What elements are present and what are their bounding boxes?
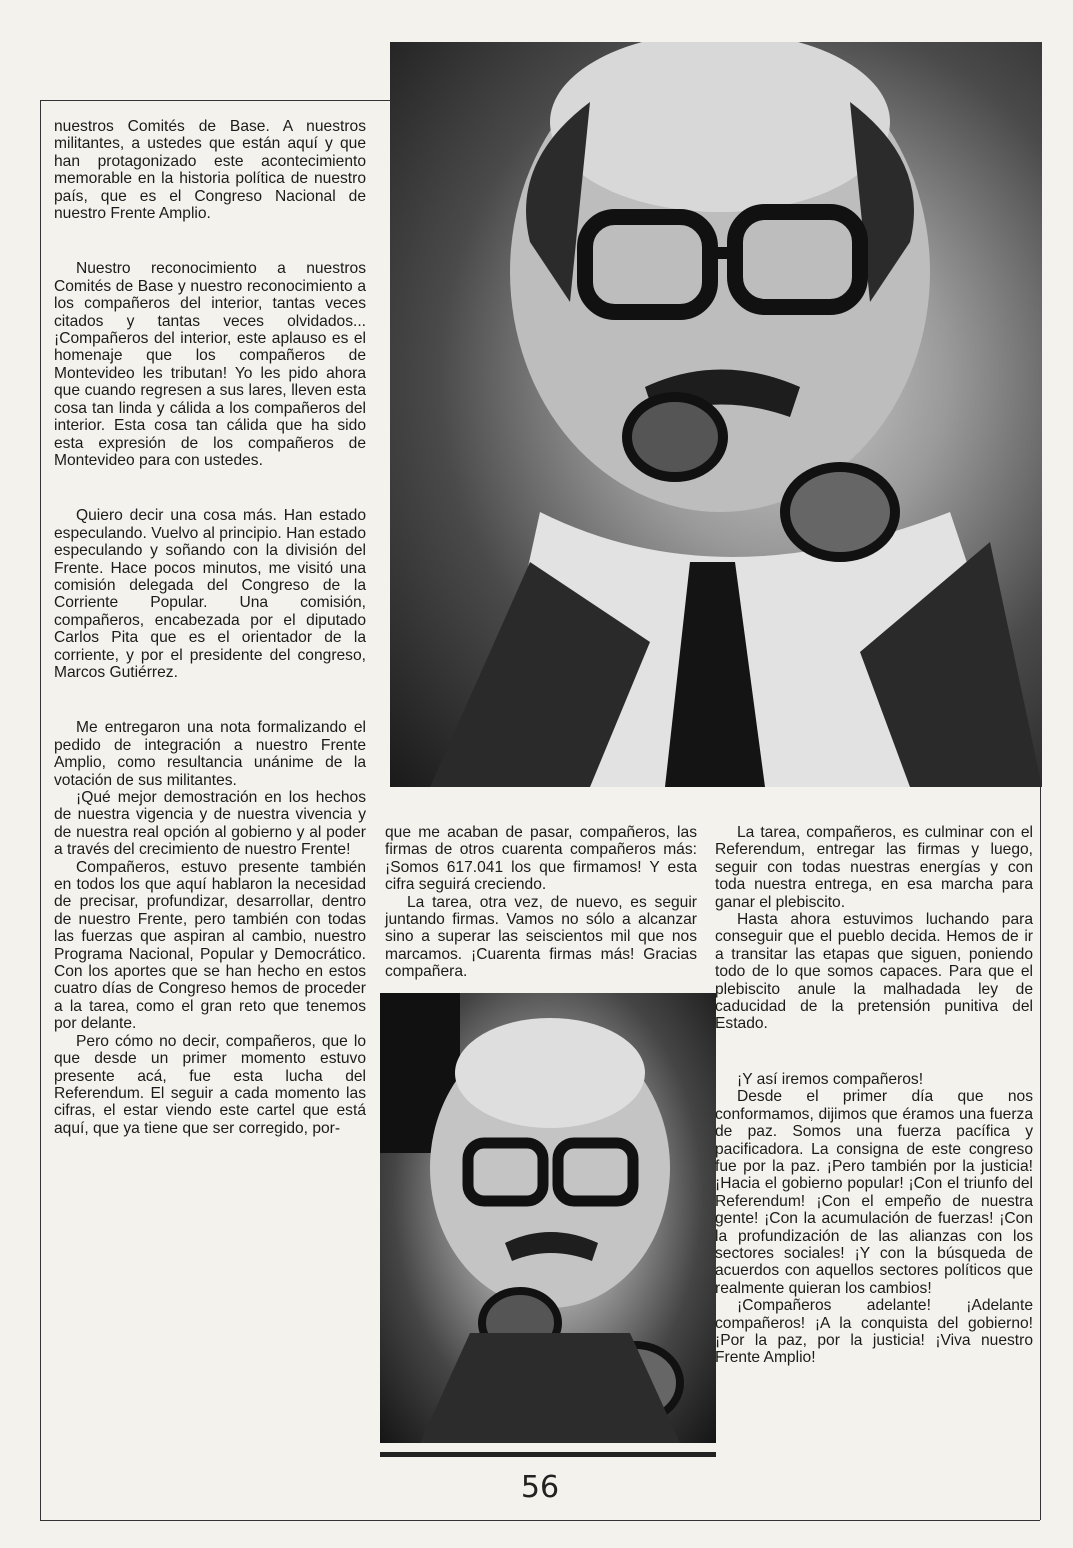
speaker-illustration-small — [380, 993, 716, 1443]
text-column-left — [54, 118, 366, 1137]
paragraph: La tarea, compañeros, es culminar con el Referendum, entregar las firmas y luego, seguir con todas nuestras energías y con toda nuestra entrega, en esa marcha para ganar el plebiscito. — [715, 824, 1033, 911]
page-number: 56 — [520, 1470, 560, 1505]
frame-left-rule — [40, 100, 41, 1520]
speaker-photo-small — [380, 993, 716, 1443]
paragraph: La tarea, otra vez, de nuevo, es seguir juntando firmas. Vamos no sólo a alcanzar sino a superar las seiscientos mil que nos marcamos. ¡Cuarenta firmas más! Gracias compañera. — [385, 893, 697, 981]
paragraph: ¡Compañeros adelante! ¡Adelante compañeros! ¡A la conquista del gobierno! ¡Por la paz, por la justicia! ¡Viva nuestro Frente Amplio! — [715, 1297, 1033, 1367]
frame-top-rule — [40, 100, 400, 101]
paragraph: Compañeros, estuvo presente también en todos los que aquí hablaron la necesidad de precisar, profundizar, desarrollar, dentro de nuestro Frente, pero también con todas las fuerzas que aspiran al cambio, nuestro Programa Nacional, Popular y Democrático. Con los aportes que se han hecho en estos cuatro días de Congreso hemos de proceder a la tarea, como el gran reto que tenemos por delante. — [54, 858, 366, 1033]
paragraph: que me acaban de pasar, compañeros, las firmas de otros cuarenta compañeros más: ¡Somos 617.041 los que firmamos! Y esta cifra seguirá creciendo. — [385, 824, 697, 894]
paragraph: Pero cómo no decir, compañeros, que lo que desde un primer momento estuvo presente acá, fue esta lucha del Referendum. El seguir a cada momento las cifras, el estar viendo este cartel que está aquí, que ya tiene que ser corregido, por- — [54, 1032, 366, 1137]
text-column-right — [715, 824, 1033, 1367]
speaker-photo-large — [390, 42, 1042, 787]
speaker-illustration-large — [390, 42, 1042, 787]
paragraph: ¡Qué mejor demostración en los hechos de nuestra vigencia y de nuestra vivencia y de nuestra real opción al gobierno y al poder a través del crecimiento de nuestro Frente! — [54, 789, 366, 859]
paragraph: Nuestro reconocimiento a nuestros Comités de Base y nuestro reconocimiento a los compañeros del interior, tantas veces citados y tantas veces olvidados... ¡Compañeros del interior, este aplauso es el homenaje que los compañeros de Montevideo les tributan! Yo les pido ahora que cuando regresen a sus lares, lleven esta cosa tan linda y cálida a los compañeros del interior. Esta cosa tan cálida que ha sido esta expresión de los compañeros de Montevideo para con ustedes. — [54, 260, 366, 469]
paragraph: nuestros Comités de Base. A nuestros militantes, a ustedes que están aquí y que han protagonizado este acontecimiento memorable en la historia política de nuestro país, que es el Congreso Nacional de nuestro Frente Amplio. — [54, 118, 366, 223]
frame-bottom-rule — [40, 1520, 1040, 1521]
paragraph: Hasta ahora estuvimos luchando para conseguir que el pueblo decida. Hemos de ir a transitar las etapas que siguen, poniendo todo de lo que somos capaces. Para que el plebiscito anule la malhadada ley de caducidad de la pretensión punitiva del Estado. — [715, 911, 1033, 1033]
text-column-middle — [385, 824, 697, 981]
footer-rule — [380, 1452, 716, 1457]
paragraph: Desde el primer día que nos conformamos, dijimos que éramos una fuerza de paz. Somos una fuerza pacífica y pacificadora. La consigna de este congreso fue por la paz. ¡Pero también por la justicia! ¡Hacia el gobierno popular! ¡Con el triunfo del Referendum! ¡Con el empeño de nuestra gente! ¡Con la acumulación de fuerzas! ¡Con la profundización de las alianzas con los sectores sociales! ¡Y con la búsqueda de acuerdos con aquellos sectores políticos que realmente quieran los cambios! — [715, 1088, 1033, 1297]
paragraph: Me entregaron una nota formalizando el pedido de integración a nuestro Frente Amplio, como resultancia unánime de la votación de sus militantes. — [54, 719, 366, 789]
paragraph: ¡Y así iremos compañeros! — [737, 1070, 924, 1088]
paragraph: Quiero decir una cosa más. Han estado especulando. Vuelvo al principio. Han estado especulando y soñando con la división del Frente. Hace pocos minutos, me visitó una comisión delegada del Congreso de la Corriente Popular. Una comisión, compañeros, encabezada por el diputado Carlos Pita que es el orientador de la corriente, y por el presidente del congreso, Marcos Gutiérrez. — [54, 507, 366, 681]
